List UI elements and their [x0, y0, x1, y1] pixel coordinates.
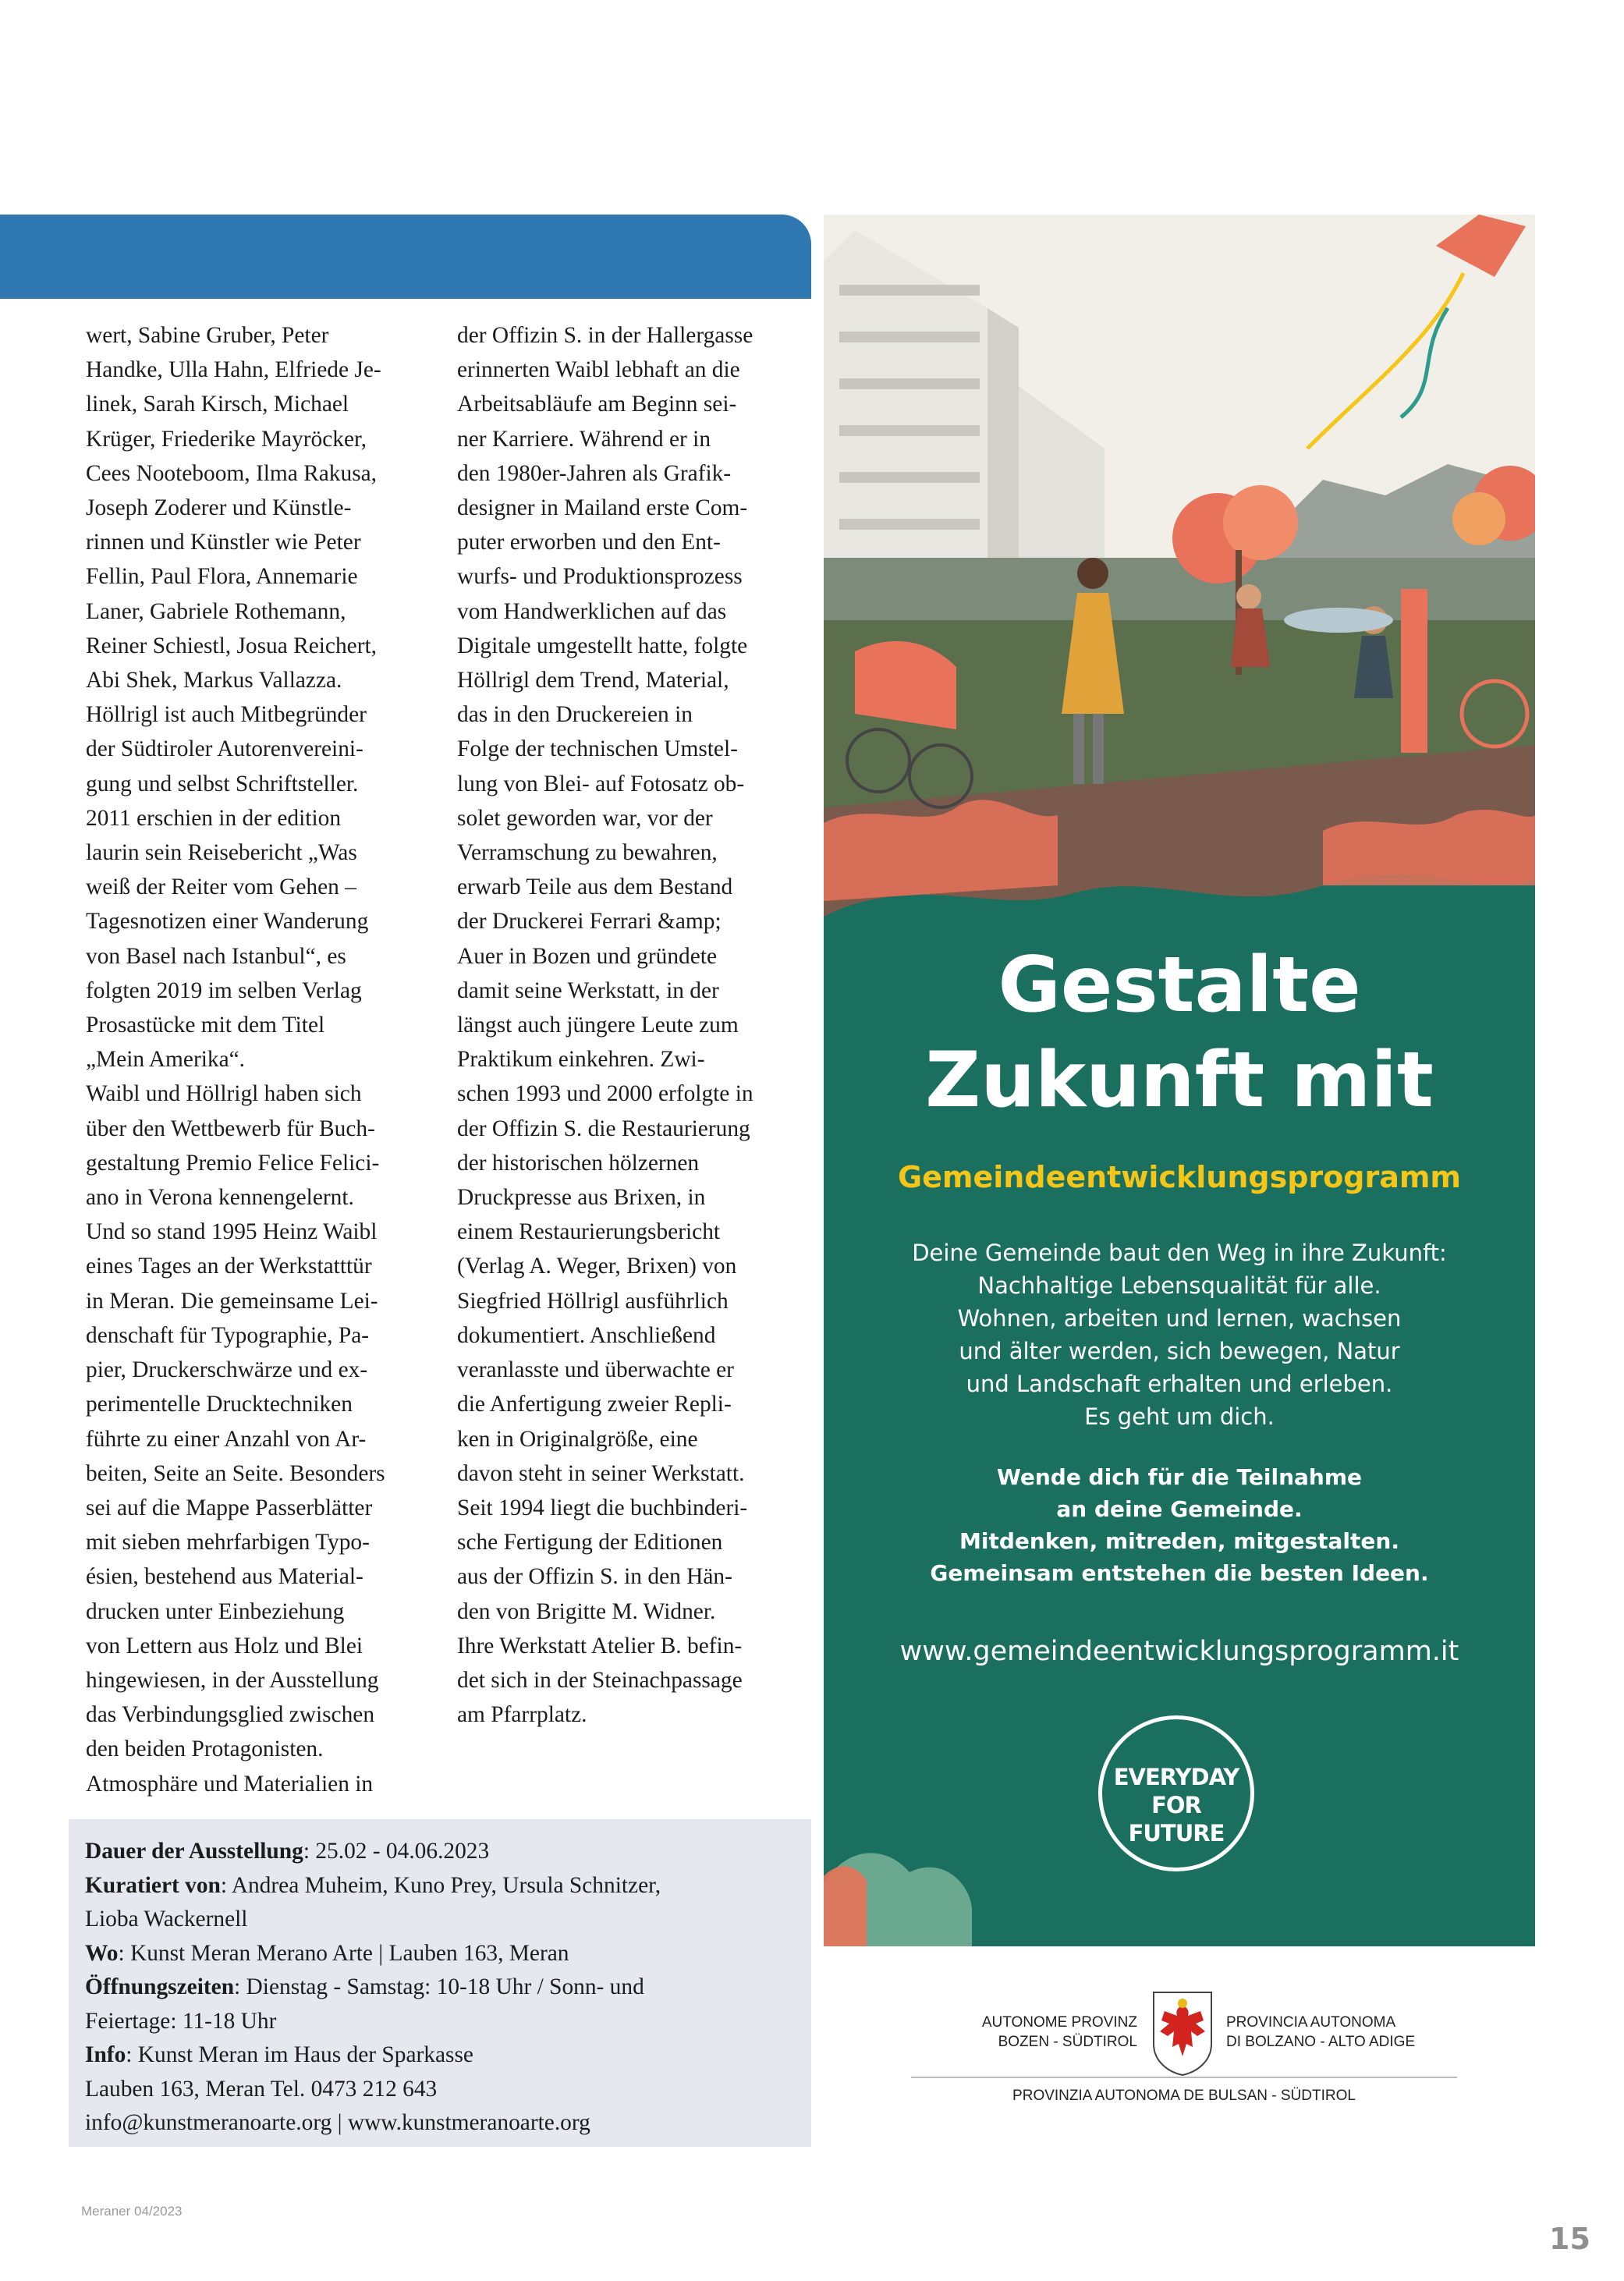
logo-italian-line1: PROVINCIA AUTONOMA: [1226, 2014, 1396, 2031]
article-line: Reiner Schiestl, Josua Reichert,: [86, 633, 378, 658]
article-line: die Anfertigung zweier Repli-: [457, 1392, 732, 1417]
article-line: Atmosphäre und Materialien in: [86, 1771, 374, 1797]
article-line: ano in Verona kennengelernt.: [86, 1185, 354, 1211]
article-line: Krüger, Friederike Mayröcker,: [86, 426, 367, 452]
article-line: Waibl und Höllrigl haben sich: [86, 1081, 362, 1107]
logo-german-line1: AUTONOME PROVINZ: [981, 2014, 1137, 2031]
advertisement: [824, 215, 1535, 1946]
logo-divider: [911, 2077, 1457, 2078]
article-line: aus der Offizin S. in den Hän-: [457, 1564, 732, 1590]
info-oeffnung-cont: Feiertage: 11-18 Uhr: [85, 2008, 277, 2034]
tyrolean-eagle-icon: [1151, 1989, 1214, 2077]
article-line: puter erworben und den Ent-: [457, 530, 721, 555]
article-line: davon steht in seiner Werkstatt.: [457, 1460, 745, 1486]
article-line: der historischen hölzernen: [457, 1150, 700, 1176]
article-line: erwarb Teile aus dem Bestand: [457, 874, 733, 900]
article-line: damit seine Werkstatt, in der: [457, 977, 719, 1003]
ad-title-line1: Gestalte: [998, 941, 1361, 1030]
article-line: ésien, bestehend aus Material-: [86, 1564, 363, 1590]
article-line: veranlasste und überwachte er: [457, 1357, 734, 1383]
article-line: das in den Druckereien in: [457, 702, 693, 728]
article-line: sche Fertigung der Editionen: [457, 1530, 723, 1556]
info-oeffnung-label: Öffnungszeiten: [85, 1974, 235, 1999]
article-line: erinnerten Waibl lebhaft an die: [457, 357, 740, 383]
info-kuratiert-cont: Lioba Wackernell: [85, 1907, 248, 1932]
ad-body-line: und Landschaft erhalten und erleben.: [966, 1371, 1393, 1397]
article-line: vom Handwerklichen auf das: [457, 598, 727, 624]
ad-body-line: Deine Gemeinde baut den Weg in ihre Zukunft:: [912, 1240, 1447, 1266]
article-line: mit sieben mehrfarbigen Typo-: [86, 1530, 370, 1556]
article-line: schen 1993 und 2000 erfolgte in: [457, 1081, 753, 1107]
article-line: folgten 2019 im selben Verlag: [86, 977, 362, 1003]
section-header-bar: [0, 215, 811, 299]
logo-german-line2: BOZEN - SÜDTIROL: [998, 2034, 1137, 2050]
article-line: der Offizin S. in der Hallergasse: [457, 323, 753, 348]
ad-call-to-action: [824, 1461, 1535, 1589]
info-oeffnung-value: : Dienstag - Samstag: 10-18 Uhr / Sonn- und: [234, 1974, 644, 1999]
article-line: solet geworden war, vor der: [457, 805, 713, 831]
logo-text-ladin: PROVINZIA AUTONOMA DE BULSAN - SÜDTIROL: [1012, 2088, 1356, 2104]
article-line: ken in Originalgröße, eine: [457, 1426, 698, 1452]
info-dauer-label: Dauer der Ausstellung: [85, 1839, 303, 1864]
article-line: Arbeitsabläufe am Beginn sei-: [457, 392, 737, 417]
ad-body-line: und älter werden, sich bewegen, Natur: [959, 1338, 1400, 1364]
everyday-for-future-badge: [1098, 1715, 1254, 1871]
ad-body-text: [824, 1236, 1535, 1433]
article-line: Laner, Gabriele Rothemann,: [86, 598, 346, 624]
info-info-value: : Kunst Meran im Haus der Sparkasse: [126, 2042, 473, 2067]
article-line: Joseph Zoderer und Künstle-: [86, 495, 352, 521]
article-line: det sich in der Steinachpassage: [457, 1667, 743, 1693]
logo-italian-line2: DI BOLZANO - ALTO ADIGE: [1226, 2034, 1416, 2050]
article-line: sei auf die Mappe Passerblätter: [86, 1495, 373, 1520]
article-line: Folge der technischen Umstel-: [457, 736, 738, 762]
article-column-right: [457, 318, 832, 1732]
article-line: designer in Mailand erste Com-: [457, 495, 748, 521]
ad-body-line: Es geht um dich.: [1084, 1403, 1275, 1430]
article-line: Cees Nooteboom, Ilma Rakusa,: [86, 460, 378, 486]
article-line: den 1980er-Jahren als Grafik-: [457, 460, 732, 486]
article-line: den von Brigitte M. Widner.: [457, 1598, 716, 1624]
info-address: Lauben 163, Meran Tel. 0473 212 643: [85, 2076, 438, 2102]
info-dauer-value: : 25.02 - 04.06.2023: [303, 1839, 490, 1864]
ad-website-link[interactable]: www.gemeindeentwicklungsprogramm.it: [899, 1636, 1459, 1667]
article-line: Tagesnotizen einer Wanderung: [86, 909, 369, 935]
ad-illustration: [824, 215, 1535, 1065]
article-line: Druckpresse aus Brixen, in: [457, 1185, 706, 1211]
article-line: perimentelle Drucktechniken: [86, 1392, 353, 1417]
article-line: von Basel nach Istanbul“, es: [86, 943, 346, 969]
article-line: linek, Sarah Kirsch, Michael: [86, 392, 349, 417]
article-line: Praktikum einkehren. Zwi-: [457, 1047, 705, 1073]
info-oeffnung-line: [85, 1971, 661, 2005]
ad-title-line2: Zukunft mit: [925, 1036, 1434, 1125]
article-line: Digitale umgestellt hatte, folgte: [457, 633, 748, 658]
article-line: der Druckerei Ferrari &amp;: [457, 909, 722, 935]
ad-cta-line: Wende dich für die Teilnahme: [996, 1464, 1363, 1490]
ad-body-line: Nachhaltige Lebensqualität für alle.: [977, 1272, 1381, 1299]
article-line: pier, Druckerschwärze und ex-: [86, 1357, 368, 1383]
article-line: Prosastücke mit dem Titel: [86, 1013, 325, 1038]
article-line: Ihre Werkstatt Atelier B. befin-: [457, 1633, 743, 1658]
article-line: längst auch jüngere Leute zum: [457, 1013, 739, 1038]
ad-body-line: Wohnen, arbeiten und lernen, wachsen: [957, 1305, 1402, 1332]
info-contact-links: info@kunstmeranoarte.org | www.kunstmeranoarte.org: [85, 2110, 590, 2135]
article-line: Höllrigl dem Trend, Material,: [457, 668, 729, 694]
article-line: Abi Shek, Markus Vallazza.: [86, 668, 342, 694]
article-line: Verramschung zu bewahren,: [457, 840, 718, 866]
article-line: einem Restaurierungsbericht: [457, 1219, 721, 1245]
logo-text-italian: [1226, 2013, 1457, 2052]
badge-line1: EVERYDAY: [1113, 1764, 1239, 1790]
info-info-line: [85, 2038, 661, 2073]
info-kuratiert-value: : Andrea Muheim, Kuno Prey, Ursula Schnitzer,: [220, 1872, 661, 1898]
article-line: wert, Sabine Gruber, Peter: [86, 323, 329, 348]
article-line: Und so stand 1995 Heinz Waibl: [86, 1219, 378, 1245]
article-line: 2011 erschien in der edition: [86, 805, 342, 831]
article-line: ner Karriere. Während er in: [457, 426, 711, 452]
logo-text-german: [911, 2013, 1137, 2052]
article-line: Fellin, Paul Flora, Annemarie: [86, 564, 358, 590]
article-line: der Südtiroler Autorenvereini-: [86, 736, 363, 762]
article-line: drucken unter Einbeziehung: [86, 1598, 345, 1624]
info-wo-label: Wo: [85, 1940, 119, 1966]
article-line: in Meran. Die gemeinsame Lei-: [86, 1288, 378, 1314]
ad-subtitle: Gemeindeentwicklungsprogramm: [897, 1160, 1462, 1194]
info-dauer-line: [85, 1835, 661, 1869]
article-line: beiten, Seite an Seite. Besonders: [86, 1460, 385, 1486]
article-line: Auer in Bozen und gründete: [457, 943, 717, 969]
ad-cta-line: Gemeinsam entstehen die besten Ideen.: [930, 1560, 1429, 1586]
article-line: „Mein Amerika“.: [86, 1047, 246, 1073]
article-line: wurfs- und Produktionsprozess: [457, 564, 743, 590]
ad-cta-line: an deine Gemeinde.: [1056, 1496, 1303, 1522]
article-column-left: [86, 318, 460, 1801]
article-line: (Verlag A. Weger, Brixen) von: [457, 1254, 737, 1279]
info-wo-line: [85, 1937, 661, 1971]
article-line: denschaft für Typographie, Pa-: [86, 1322, 370, 1348]
info-wo-value: : Kunst Meran Merano Arte | Lauben 163, Meran: [118, 1940, 569, 1966]
info-kuratiert-label: Kuratiert von: [85, 1872, 221, 1898]
province-logo: [911, 1989, 1457, 2114]
article-line: führte zu einer Anzahl von Ar-: [86, 1426, 367, 1452]
article-line: laurin sein Reisebericht „Was: [86, 840, 357, 866]
info-kuratiert-line: [85, 1869, 661, 1903]
article-line: eines Tages an der Werkstatttür: [86, 1254, 372, 1279]
article-line: dokumentiert. Anschließend: [457, 1322, 716, 1348]
article-line: lung von Blei- auf Fotosatz ob-: [457, 771, 745, 796]
article-line: weiß der Reiter vom Gehen –: [86, 874, 356, 900]
article-line: den beiden Protagonisten.: [86, 1736, 324, 1762]
article-line: gung und selbst Schriftsteller.: [86, 771, 359, 796]
article-line: rinnen und Künstler wie Peter: [86, 530, 361, 555]
page-number: 15: [1549, 2222, 1590, 2256]
article-line: über den Wettbewerb für Buch-: [86, 1116, 375, 1141]
article-line: das Verbindungsglied zwischen: [86, 1702, 375, 1728]
article-line: Siegfried Höllrigl ausführlich: [457, 1288, 729, 1314]
badge-line2: FOR FUTURE: [1128, 1792, 1225, 1846]
info-info-label: Info: [85, 2042, 126, 2067]
magazine-issue: Meraner 04/2023: [81, 2204, 183, 2219]
article-line: hingewiesen, in der Ausstellung: [86, 1667, 379, 1693]
article-line: der Offizin S. die Restaurierung: [457, 1116, 750, 1141]
exhibition-info-box: [69, 1819, 811, 2147]
article-line: Handke, Ulla Hahn, Elfriede Je-: [86, 357, 381, 383]
article-line: von Lettern aus Holz und Blei: [86, 1633, 363, 1658]
ad-cta-line: Mitdenken, mitreden, mitgestalten.: [959, 1528, 1399, 1554]
article-line: am Pfarrplatz.: [457, 1702, 587, 1728]
article-line: Höllrigl ist auch Mitbegründer: [86, 702, 367, 728]
article-line: gestaltung Premio Felice Felici-: [86, 1150, 380, 1176]
article-line: Seit 1994 liegt die buchbinderi-: [457, 1495, 748, 1520]
